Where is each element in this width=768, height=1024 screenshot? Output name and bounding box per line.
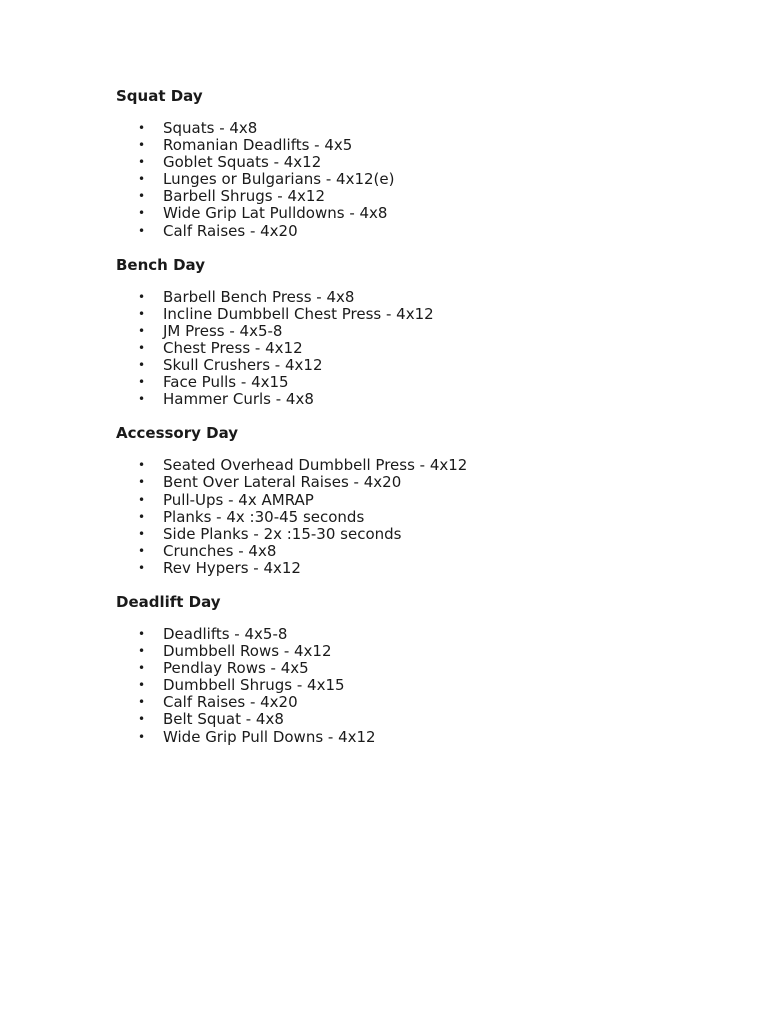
exercise-text: Calf Raises - 4x20	[163, 693, 298, 712]
exercise-item	[116, 188, 716, 205]
section-deadlift-day	[116, 592, 716, 746]
section-squat-day	[116, 86, 716, 240]
exercise-text: Chest Press - 4x12	[163, 338, 303, 357]
exercise-text: Seated Overhead Dumbbell Press - 4x12	[163, 456, 468, 475]
bullet-icon: •	[138, 189, 146, 204]
exercise-text: Barbell Shrugs - 4x12	[163, 187, 325, 206]
bullet-icon: •	[138, 223, 146, 238]
exercise-text: Dumbbell Shrugs - 4x15	[163, 676, 345, 695]
exercise-text: Bent Over Lateral Raises - 4x20	[163, 473, 402, 492]
exercise-item	[116, 677, 716, 694]
exercise-item	[116, 205, 716, 222]
exercise-item	[116, 509, 716, 526]
exercise-text: Incline Dumbbell Chest Press - 4x12	[163, 304, 434, 323]
exercise-list	[116, 626, 716, 746]
bullet-icon: •	[138, 543, 146, 558]
exercise-text: Lunges or Bulgarians - 4x12(e)	[163, 170, 395, 189]
exercise-item	[116, 323, 716, 340]
exercise-item	[116, 729, 716, 746]
exercise-item	[116, 694, 716, 711]
bullet-icon: •	[138, 206, 146, 221]
bullet-icon: •	[138, 492, 146, 507]
exercise-text: Barbell Bench Press - 4x8	[163, 287, 355, 306]
exercise-item	[116, 474, 716, 491]
exercise-item	[116, 340, 716, 357]
exercise-text: Pull-Ups - 4x AMRAP	[163, 490, 314, 509]
exercise-item	[116, 526, 716, 543]
exercise-text: Pendlay Rows - 4x5	[163, 659, 309, 678]
bullet-icon: •	[138, 475, 146, 490]
exercise-item	[116, 137, 716, 154]
exercise-text: Squats - 4x8	[163, 119, 258, 137]
document-page	[116, 86, 716, 761]
section-accessory-day	[116, 423, 716, 577]
bullet-icon: •	[138, 358, 146, 373]
exercise-item	[116, 154, 716, 171]
exercise-item	[116, 120, 716, 137]
exercise-text: Rev Hypers - 4x12	[163, 558, 301, 577]
exercise-text: Wide Grip Pull Downs - 4x12	[163, 727, 376, 746]
exercise-item	[116, 289, 716, 306]
exercise-item	[116, 711, 716, 728]
exercise-item	[116, 626, 716, 643]
bullet-icon: •	[138, 289, 146, 304]
exercise-item	[116, 223, 716, 240]
exercise-text: JM Press - 4x5-8	[163, 321, 283, 340]
exercise-text: Side Planks - 2x :15-30 seconds	[163, 524, 402, 543]
exercise-item	[116, 457, 716, 474]
section-title: Squat Day	[116, 87, 203, 105]
bullet-icon: •	[138, 678, 146, 693]
exercise-item	[116, 306, 716, 323]
bullet-icon: •	[138, 172, 146, 187]
exercise-text: Face Pulls - 4x15	[163, 373, 289, 392]
exercise-list	[116, 457, 716, 577]
exercise-text: Belt Squat - 4x8	[163, 710, 284, 729]
exercise-item	[116, 492, 716, 509]
section-title: Accessory Day	[116, 424, 239, 443]
exercise-text: Hammer Curls - 4x8	[163, 390, 314, 409]
bullet-icon: •	[138, 458, 146, 473]
bullet-icon: •	[138, 340, 146, 355]
bullet-icon: •	[138, 644, 146, 659]
bullet-icon: •	[138, 155, 146, 170]
bullet-icon: •	[138, 729, 146, 744]
section-bench-day	[116, 255, 716, 409]
bullet-icon: •	[138, 121, 146, 135]
bullet-icon: •	[138, 509, 146, 524]
exercise-item	[116, 543, 716, 560]
exercise-list	[116, 289, 716, 409]
bullet-icon: •	[138, 375, 146, 390]
exercise-item	[116, 171, 716, 188]
exercise-text: Goblet Squats - 4x12	[163, 153, 322, 172]
exercise-item	[116, 560, 716, 577]
exercise-text: Skull Crushers - 4x12	[163, 356, 323, 375]
bullet-icon: •	[138, 392, 146, 407]
bullet-icon: •	[138, 526, 146, 541]
exercise-item	[116, 357, 716, 374]
bullet-icon: •	[138, 661, 146, 676]
exercise-text: Dumbbell Rows - 4x12	[163, 642, 332, 661]
bullet-icon: •	[138, 695, 146, 710]
exercise-text: Deadlifts - 4x5-8	[163, 624, 288, 643]
section-title: Deadlift Day	[116, 592, 221, 611]
exercise-text: Romanian Deadlifts - 4x5	[163, 136, 353, 155]
exercise-item	[116, 391, 716, 408]
bullet-icon: •	[138, 138, 146, 153]
exercise-item	[116, 643, 716, 660]
exercise-item	[116, 374, 716, 391]
exercise-list	[116, 120, 716, 240]
bullet-icon: •	[138, 626, 146, 641]
exercise-text: Calf Raises - 4x20	[163, 221, 298, 240]
bullet-icon: •	[138, 306, 146, 321]
exercise-item	[116, 660, 716, 677]
exercise-text: Crunches - 4x8	[163, 541, 277, 560]
bullet-icon: •	[138, 712, 146, 727]
exercise-text: Planks - 4x :30-45 seconds	[163, 507, 365, 526]
exercise-text: Wide Grip Lat Pulldowns - 4x8	[163, 204, 388, 223]
bullet-icon: •	[138, 323, 146, 338]
section-title: Bench Day	[116, 255, 205, 274]
bullet-icon: •	[138, 560, 146, 575]
